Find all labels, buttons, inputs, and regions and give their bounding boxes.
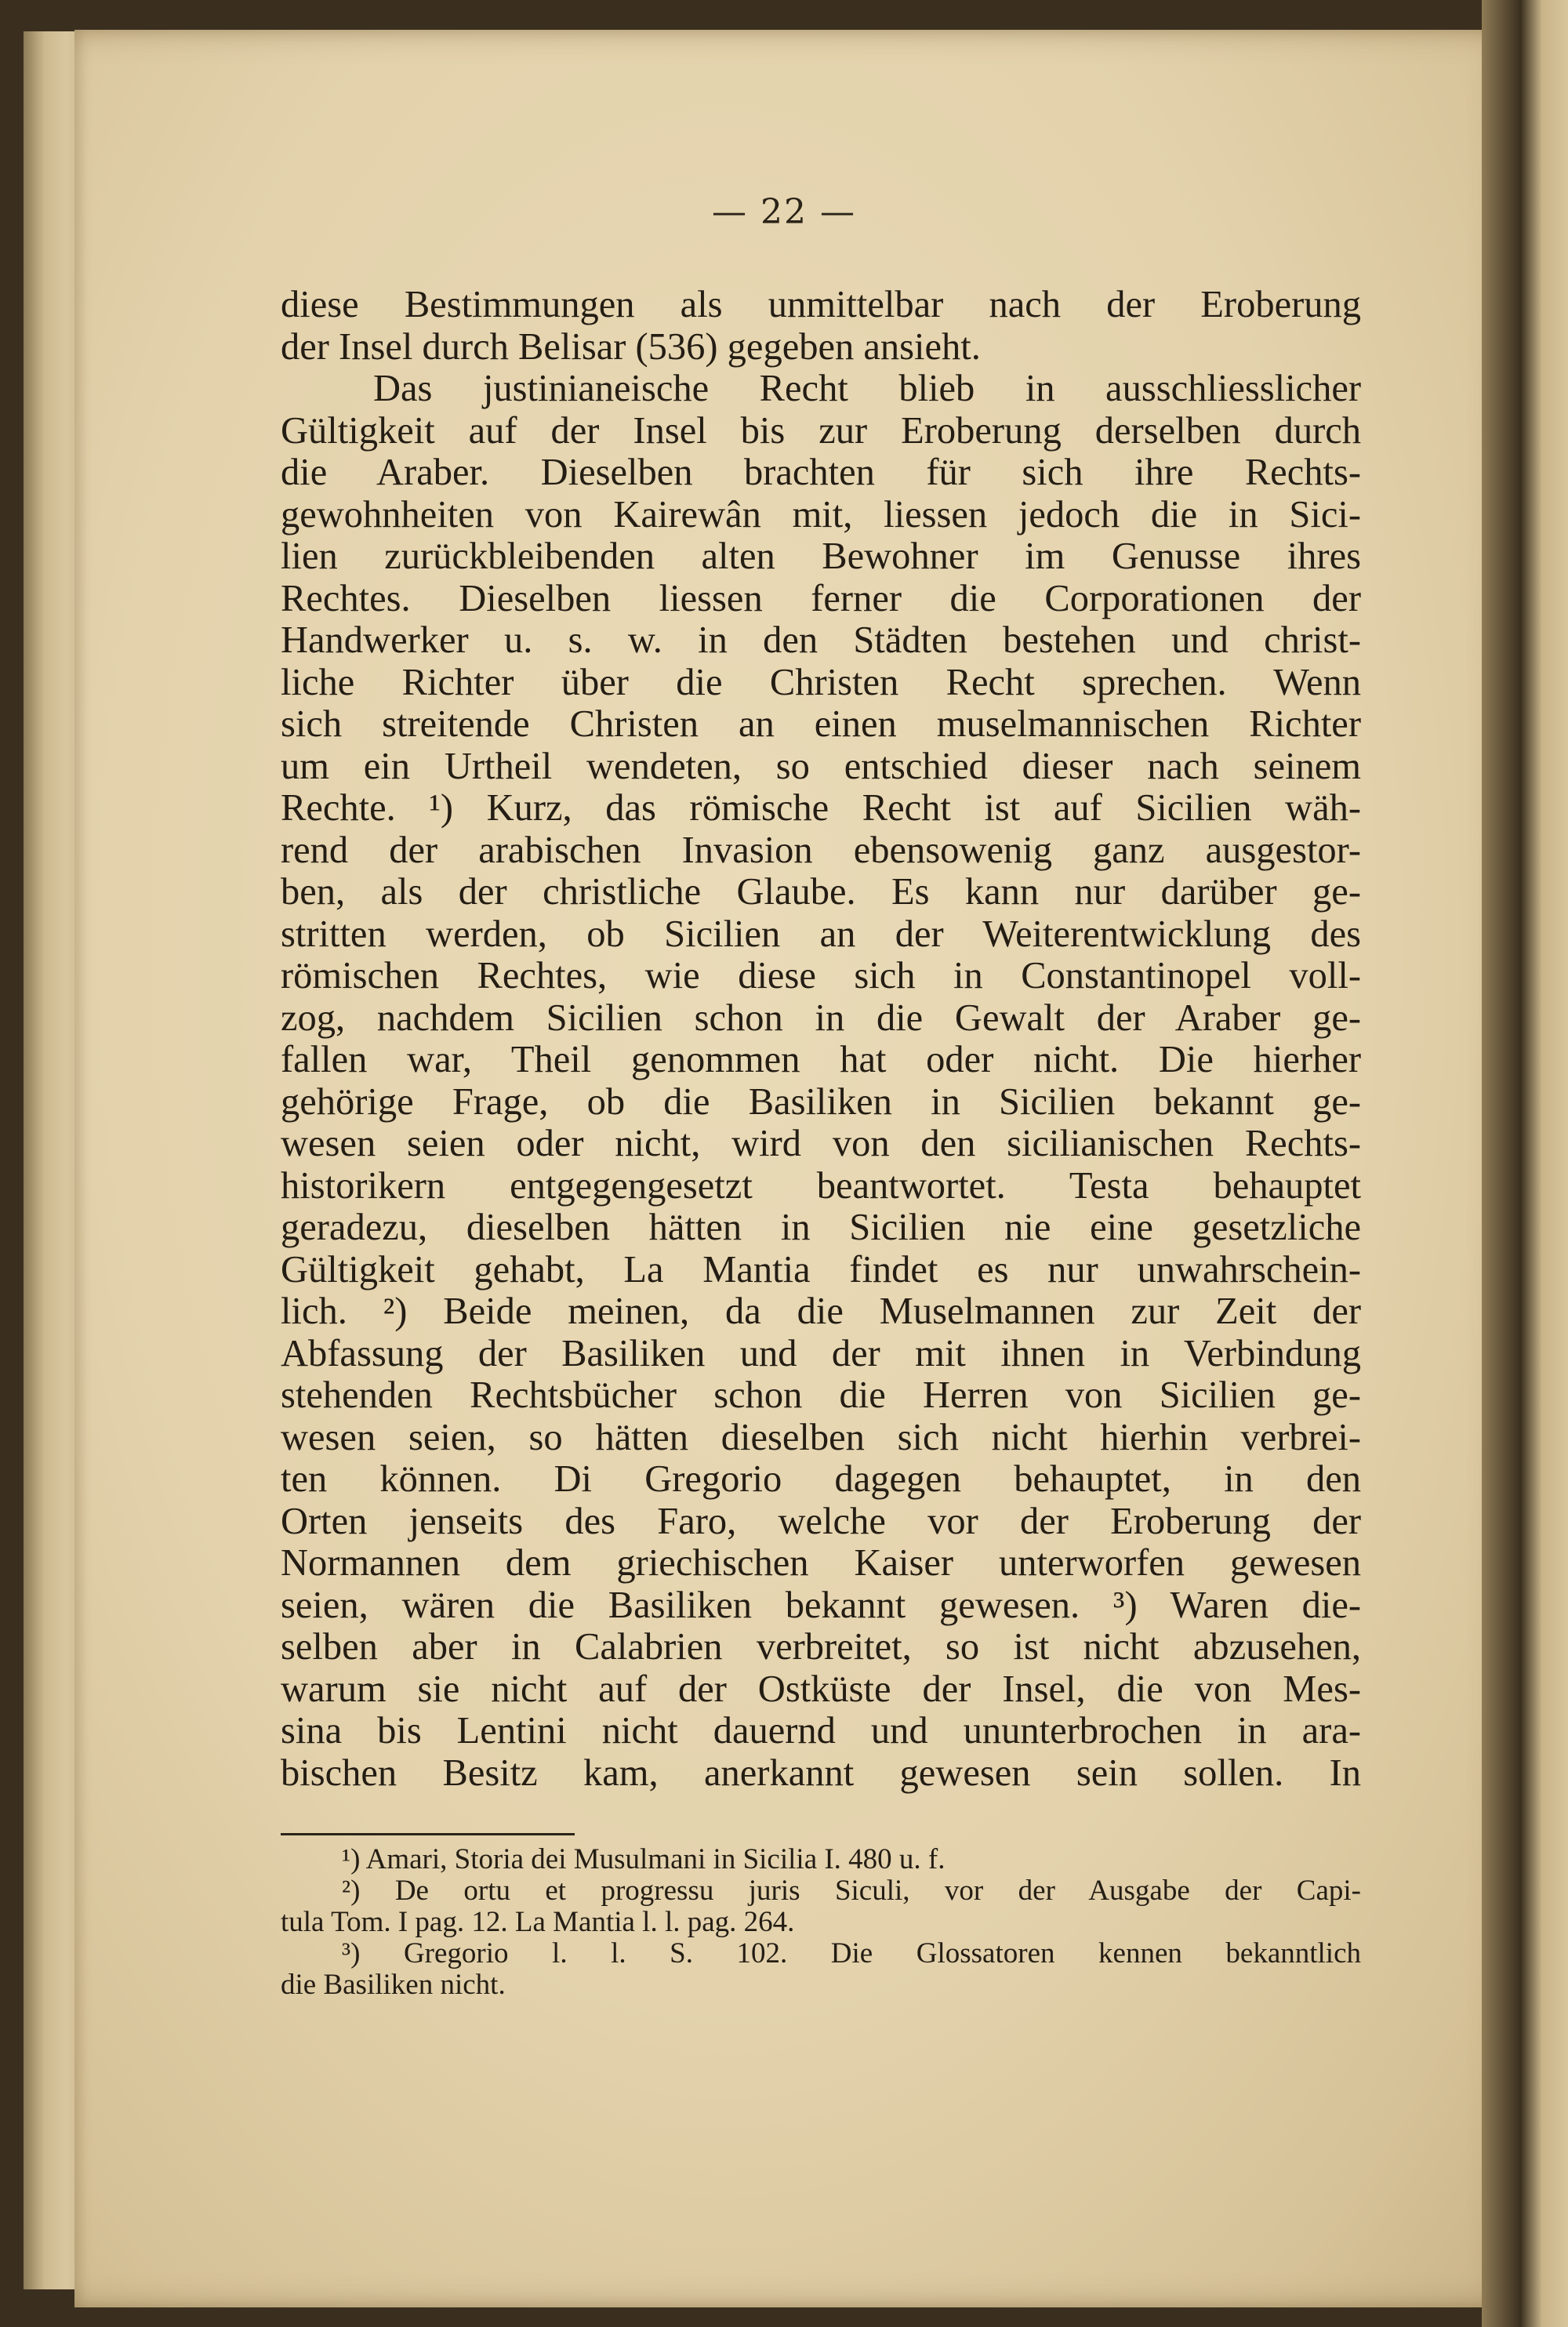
text-line: seien, wären die Basiliken bekannt gewesen. ³) Waren die- — [281, 1584, 1361, 1626]
text-line: lien zurückbleibenden alten Bewohner im Genusse ihres — [281, 535, 1361, 577]
text-line: sina bis Lentini nicht dauernd und ununterbrochen in ara- — [281, 1710, 1361, 1752]
footnote-line: ²) De ortu et progressu juris Siculi, vor der Ausgabe der Capi- — [342, 1875, 1361, 1907]
text-line: die Araber. Dieselben brachten für sich ihre Rechts- — [281, 452, 1361, 493]
text-line: Abfassung der Basiliken und der mit ihnen in Verbindung — [281, 1332, 1361, 1374]
text-line: Normannen dem griechischen Kaiser unterworfen gewesen — [281, 1542, 1361, 1584]
text-line: um ein Urtheil wendeten, so entschied dieser nach seinem — [281, 745, 1361, 787]
body-text — [281, 284, 1361, 1794]
footnote-line: ³) Gregorio l. l. S. 102. Die Glossatoren kennen bekanntlich — [342, 1937, 1361, 1969]
text-line: zog, nachdem Sicilien schon in die Gewalt der Araber ge- — [281, 997, 1361, 1039]
text-line: ten können. Di Gregorio dagegen behauptet, in den — [281, 1458, 1361, 1500]
text-line: stritten werden, ob Sicilien an der Weiterentwicklung des — [281, 913, 1361, 955]
footnote-rule — [281, 1833, 575, 1835]
text-line: lich. ²) Beide meinen, da die Muselmannen zur Zeit der — [281, 1291, 1361, 1332]
text-line: wesen seien oder nicht, wird von den sicilianischen Rechts- — [281, 1123, 1361, 1164]
text-line: rend der arabischen Invasion ebensowenig ganz ausgestor- — [281, 829, 1361, 871]
text-line: gehörige Frage, ob die Basiliken in Sicilien bekannt ge- — [281, 1080, 1361, 1123]
footnote-line: ¹) Amari, Storia dei Musulmani in Sicilia I. 480 u. f. — [342, 1843, 946, 1875]
text-line: Handwerker u. s. w. in den Städten bestehen und christ- — [281, 619, 1361, 661]
text-line: geradezu, dieselben hätten in Sicilien nie eine gesetzliche — [281, 1207, 1361, 1248]
footnote-line: tula Tom. I pag. 12. La Mantia l. l. pag. 264. — [281, 1906, 795, 1938]
text-line: Orten jenseits des Faro, welche vor der Eroberung der — [281, 1500, 1361, 1542]
footnotes — [281, 1844, 1361, 2001]
text-line: römischen Rechtes, wie diese sich in Constantinopel voll- — [281, 955, 1361, 997]
text-line: Rechtes. Dieselben liessen ferner die Corporationen der — [281, 577, 1361, 619]
text-line: liche Richter über die Christen Recht sprechen. Wenn — [281, 661, 1361, 703]
book-gutter — [1482, 0, 1568, 2327]
text-line: ben, als der christliche Glaube. Es kann nur darüber ge- — [281, 871, 1361, 913]
footnote-line: die Basiliken nicht. — [281, 1969, 506, 2001]
text-line: gewohnheiten von Kairewân mit, liessen jedoch die in Sici- — [281, 493, 1361, 535]
text-line: stehenden Rechtsbücher schon die Herren von Sicilien ge- — [281, 1374, 1361, 1416]
text-line: fallen war, Theil genommen hat oder nicht. Die hierher — [281, 1039, 1361, 1080]
page-number: — 22 — — [712, 192, 856, 232]
text-line: selben aber in Calabrien verbreitet, so ist nicht abzusehen, — [281, 1626, 1361, 1668]
text-line: Gültigkeit auf der Insel bis zur Eroberung derselben durch — [281, 409, 1361, 452]
text-line: sich streitende Christen an einen muselmannischen Richter — [281, 703, 1361, 745]
text-line: diese Bestimmungen als unmittelbar nach der Eroberung — [281, 284, 1361, 325]
text-line: wesen seien, so hätten dieselben sich nicht hierhin verbrei- — [281, 1416, 1361, 1458]
text-line: bischen Besitz kam, anerkannt gewesen sein sollen. In — [281, 1752, 1361, 1794]
text-line: der Insel durch Belisar (536) gegeben ansieht. — [281, 325, 981, 368]
text-line: historikern entgegengesetzt beantwortet. Testa behauptet — [281, 1164, 1361, 1207]
text-line: Rechte. ¹) Kurz, das römische Recht ist auf Sicilien wäh- — [281, 787, 1361, 829]
text-line: Das justinianeische Recht blieb in ausschliesslicher — [373, 368, 1361, 409]
text-line: Gültigkeit gehabt, La Mantia findet es nur unwahrschein- — [281, 1248, 1361, 1291]
text-line: warum sie nicht auf der Ostküste der Insel, die von Mes- — [281, 1668, 1361, 1710]
